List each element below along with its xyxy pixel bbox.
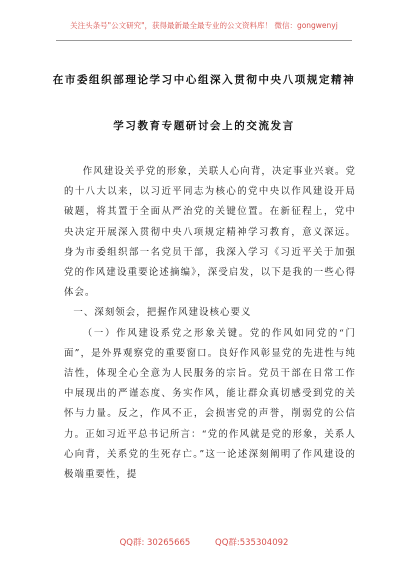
document-body: [64, 162, 356, 485]
footer-qq-group-2: QQ群:535304092: [215, 538, 289, 548]
header-divider: [56, 40, 352, 41]
document-title-line-1: 在市委组织部理论学习中心组深入贯彻中央八项规定精神: [52, 74, 356, 86]
header-banner: 关注头条号"公文研究"，获得最新最全最专业的公文资料库！ 微信：gongwenyj: [70, 21, 338, 30]
body-paragraph: 作风建设关乎党的形象，关联人心向背，决定事业兴衰。党的十八大以来，以习近平同志为核心的党中央以作风建设开局破题，将其置于全面从严治党的关键位置。在新征程上，党中央决定开展深入贯彻中央八项规定精神学习教育，意义深远。身为市委组织部一名党员干部，我深入学习《习近平关于加强党的作风建设重要论述摘编》，深受启发，以下是我的一些心得体会。: [64, 166, 356, 299]
footer-qq-group-1: QQ群: 30265665: [119, 538, 191, 548]
section-heading: 一、深刻领会，把握作风建设核心要义: [73, 307, 252, 319]
body-paragraph: （一）作风建设系党之形象关键。党的作风如同党的“门面”，是外界观察党的重要窗口。良好作风彰显党的先进性与纯洁性，体现全心全意为人民服务的宗旨。党员干部在日常工作中展现出的严谨态度、务实作风，能让群众真切感受到党的关怀与力量。反之，作风不正，会损害党的声誉，削弱党的公信力。正如习近平总书记所言：“党的作风就是党的形象，关系人心向背，关系党的生死存亡。”这一论述深刻阐明了作风建设的极端重要性，提: [64, 327, 356, 481]
document-title-line-2: 学习教育专题研讨会上的交流发言: [113, 120, 295, 132]
footer-contact: [0, 536, 408, 548]
